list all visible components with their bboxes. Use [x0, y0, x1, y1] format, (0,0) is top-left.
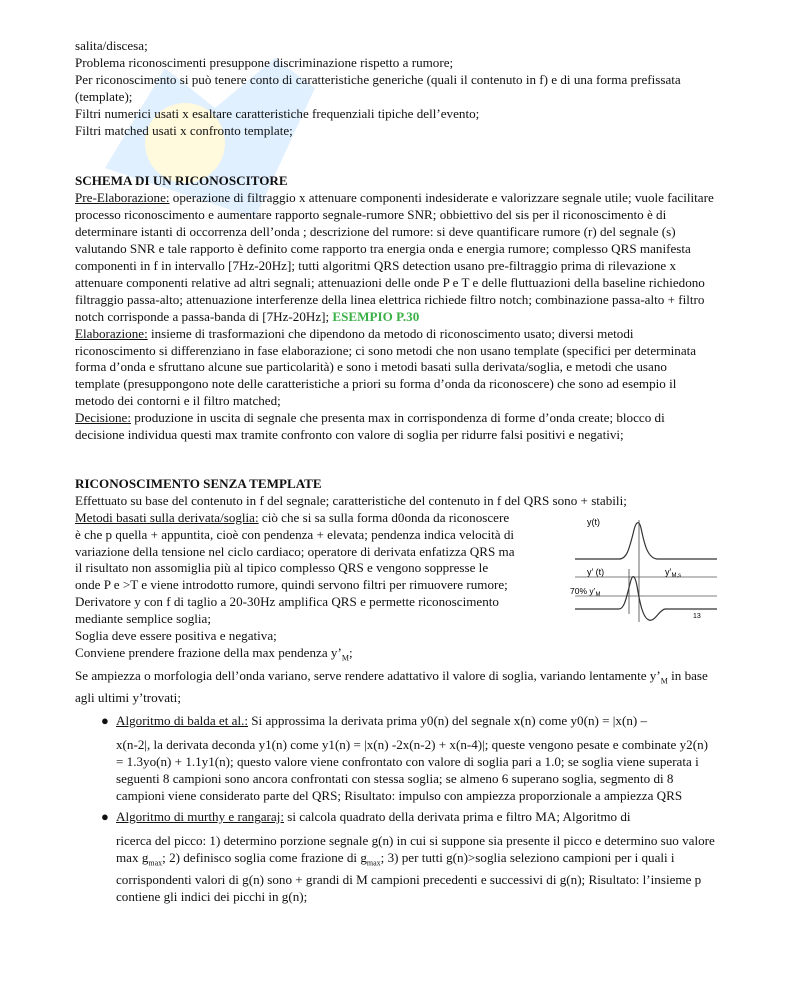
- decisione-label: Decisione:: [75, 410, 131, 426]
- metodi-line: è che p quella + appuntita, cioè con pendenza + elevata; pendenza indica velocità di: [75, 526, 515, 542]
- derivatore-line: mediante semplice soglia;: [75, 611, 211, 627]
- pre-elaborazione-paragraph: [75, 190, 715, 325]
- senza-intro: Effettuato su base del contenuto in f del segnale; caratteristiche del contenuto in f del QRS sono + stabili;: [75, 492, 627, 508]
- derivatore-line: Derivatore y con f di taglio a 20-30Hz amplifica QRS e permette riconoscimento: [75, 594, 499, 610]
- intro-line: Problema riconoscimenti presuppone discriminazione rispetto a rumore;: [75, 54, 454, 70]
- adattativo-paragraph: Se ampiezza o morfologia dell’onda variano, serve rendere adattativo il valore di soglia, variando lentamente $y’_M$ in base agli ultimi y’trovati;: [75, 667, 708, 706]
- metodi-line: il risultato non assomiglia più al tipico complesso QRS e vengono soppresse le: [75, 560, 489, 576]
- list-item: ● Algoritmo di murthy e rangaraj: si calcola quadrato della derivata prima e filtro MA; Algoritmo di ricerca del picco: 1) determino porzione segnale g(n) in cui si suppone sia presente il picco e determino suo valore $\max g_{max}$; 2) definisco soglia come frazione di $g_{max}$; 3) per tutti g(n)>soglia seleziono campioni per i quali i corrispondenti valori di g(n) sono + grandi di M campioni precedenti e successivi di g(n); Risultato: l’insieme p contiene gli indici dei picchi in g(n);: [101, 808, 715, 905]
- metodi-label: Metodi basati sulla derivata/soglia:: [75, 509, 259, 525]
- figure-label-yprime: y’ (t): [587, 566, 605, 577]
- figure-label-70: 70% y’: [570, 585, 596, 596]
- figure-label-ymax: y’: [665, 566, 672, 577]
- pre-elaborazione-text: operazione di filtraggio x attenuare componenti indesiderate e valorizzare segnale utile; vuole facilitare processo riconoscimento e aumentare rapporto segnale-rumore SNR; obbiettivo del sis per il riconoscimento è di determinare istanti di occorrenza dell’onda ; descrizione del rumore: si deve quantificare rumore (r) del segnale (s) valutando SNR e tale rapporto è definito come rapporto tra energia onda e energia rumore; complesso QRS manifesta componenti in f in intervallo [7Hz-20Hz]; tutti algoritmi QRS detection usano pre-filtraggio prima di rilevazione x attenuare componenti relative ad altri segnali; attenuazioni delle onde P e T e delle fluttuazioni della baseline richiedono filtraggio passa-alto; attenuazione interferenze della linea elettrica richiede filtro notch; combinazione passa-alto + filtro notch corrisponde a passa-banda di [7Hz-20Hz];: [75, 190, 714, 324]
- signal-waveform: [575, 522, 717, 558]
- metodi-line: Metodi basati sulla derivata/soglia: ciò che si sa sulla forma d0onda da riconoscere: [75, 509, 510, 525]
- metodi-block: [75, 510, 715, 628]
- figure-label-ymax-sub: M,s: [671, 572, 682, 579]
- intro-line: Filtri matched usati x confronto template;: [75, 122, 293, 138]
- section-title-schema: SCHEMA DI UN RICONOSCITORE: [75, 173, 288, 189]
- pre-elaborazione-label: Pre-Elaborazione:: [75, 190, 170, 206]
- elaborazione-text: insieme di trasformazioni che dipendono da metodo di riconoscimento usato; diversi metodi riconoscimento si differenziano in fase elaborazione; ci sono metodi che non usano template (specifici per determinata forma d’onda e sfruttano alcune sue particolarità) e sono i metodi basati sulla derivata/soglia, e metodi che usano template (presuppongono note delle caratteristiche a priori su forma d’onda da riconoscere) che sono ad esempio il metodo dei contorni e il filtro matched;: [75, 325, 697, 409]
- decisione-text: produzione in uscita di segnale che presenta max in corrispondenza di forme d’onda create; blocco di decisione individua questi max tramite confronto con valore di soglia per ridurre falsi positivi e negativi;: [75, 410, 665, 443]
- derivative-threshold-figure: [569, 514, 719, 622]
- algorithm-list: [75, 713, 715, 905]
- intro-line: Per riconoscimento si può tenere conto di caratteristiche generiche (quali il contenuto in f) e di una forma prefissata (template);: [75, 71, 681, 104]
- document-page: [75, 38, 715, 910]
- esempio-link[interactable]: ESEMPIO P.30: [332, 308, 420, 324]
- intro-line: salita/discesa;: [75, 38, 148, 53]
- metodi-line: onde P e >T e viene introdotto rumore, quindi servono filtri per rimuovere rumore;: [75, 577, 508, 593]
- metodi-line: variazione della tensione nel ciclo cardiaco; operatore di derivata enfatizza QRS ma: [75, 543, 515, 559]
- decisione-paragraph: [75, 410, 715, 444]
- figure-label-70-sub: M: [595, 591, 601, 598]
- figure-label-13: 13: [693, 612, 701, 620]
- elaborazione-paragraph: [75, 326, 715, 411]
- conviene-line: Conviene prendere frazione della max pendenza $y’_M$;: [75, 645, 353, 663]
- figure-label-y: y(t): [587, 516, 600, 527]
- intro-line: Filtri numerici usati x esaltare caratteristiche frequenziali tipiche dell’evento;: [75, 105, 480, 121]
- section-title-senza-template: RICONOSCIMENTO SENZA TEMPLATE: [75, 475, 322, 491]
- bullet-icon: ●: [101, 712, 109, 728]
- murthy-text: ricerca del picco: 1) determino porzione segnale g(n) in cui si suppone sia presente il picco e determino suo valore $\max g_{max}$; 2) definisco soglia come frazione di $g_{max}$; 3) per tutti g(n)>soglia seleziono campioni per i quali i corrispondenti valori di g(n) sono + grandi di M campioni precedenti e successivi di g(n); Risultato: l’insieme p contiene gli indici dei picchi in g(n);: [116, 832, 715, 905]
- soglia-line: Soglia deve essere positiva e negativa;: [75, 628, 277, 644]
- murthy-label: Algoritmo di murthy e rangaraj:: [116, 808, 284, 824]
- list-item: ● Algoritmo di balda et al.: Si approssima la derivata prima y0(n) del segnale x(n) come y0(n) = |x(n) – x(n-2|, la derivata deconda y1(n) come y1(n) = |x(n) -2x(n-2) + x(n-4)|; queste vengono pesate e combinate y2(n) = 1.3yo(n) + 1.1y1(n); questo valore viene confrontato con valore di soglia pari a 1.0; se soglia viene superata i seguenti 8 campioni sono ancora confrontati con stessa soglia; se almeno 6 superano soglia, segmento di 8 campioni viene considerato parte del QRS; Risultato: impulso con ampiezza proporzionale a ampiezza QRS: [116, 713, 715, 804]
- bullet-icon: ●: [101, 808, 109, 824]
- elaborazione-label: Elaborazione:: [75, 325, 148, 341]
- balda-text: x(n-2|, la derivata deconda y1(n) come y1(n) = |x(n) -2x(n-2) + x(n-4)|; queste vengono pesate e combinate y2(n) = 1.3yo(n) + 1.1y1(n); questo valore viene confrontato con valore di soglia pari a 1.0; se soglia viene superata i seguenti 8 campioni sono ancora confrontati con stessa soglia; se almeno 6 superano soglia, segmento di 8 campioni viene considerato parte del QRS; Risultato: impulso con ampiezza proporzionale a ampiezza QRS: [116, 736, 708, 803]
- balda-label: Algoritmo di balda et al.:: [116, 712, 248, 728]
